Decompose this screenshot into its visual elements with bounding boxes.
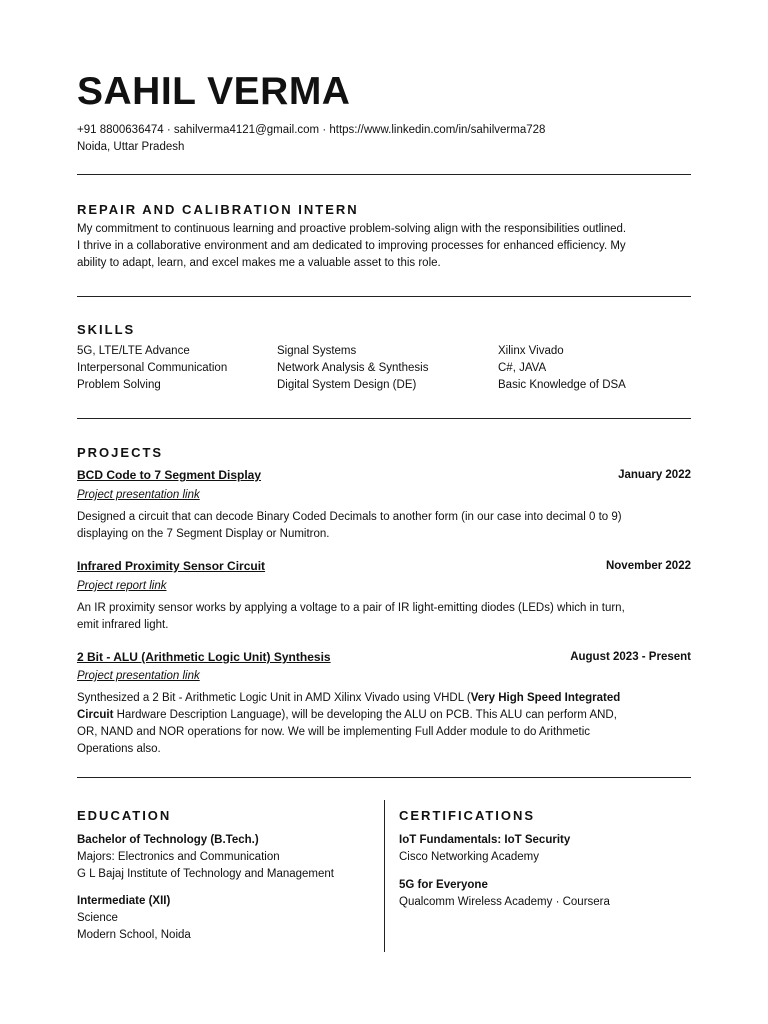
certification-issuer: Qualcomm Wireless Academy · Coursera (399, 896, 610, 908)
divider (77, 418, 691, 419)
certification-issuer: Cisco Networking Academy (399, 851, 539, 863)
certification-name: IoT Fundamentals: IoT Security (399, 834, 571, 846)
certifications-title: CERTIFICATIONS (399, 808, 536, 823)
project-date: January 2022 (618, 469, 691, 481)
education-detail: Majors: Electronics and Communication (77, 851, 280, 863)
skill-item: Problem Solving (77, 379, 161, 391)
description-line (77, 690, 691, 707)
skills-column (498, 343, 626, 394)
candidate-name: SAHIL VERMA (77, 70, 351, 113)
description-bold: Very High Speed Integrated (470, 692, 621, 704)
skill-item: Interpersonal Communication (77, 362, 228, 374)
project-title: 2 Bit - ALU (Arithmetic Logic Unit) Synthesis (77, 650, 331, 664)
project-link[interactable]: Project report link (77, 580, 167, 592)
summary-title: REPAIR AND CALIBRATION INTERN (77, 202, 359, 217)
column-divider (384, 800, 385, 952)
description-bold: Circuit (77, 709, 114, 721)
degree: Intermediate (XII) (77, 895, 171, 907)
degree: Bachelor of Technology (B.Tech.) (77, 834, 259, 846)
certification-entry (399, 877, 610, 911)
certification-entry (399, 832, 570, 866)
description-text: Synthesized a 2 Bit - Arithmetic Logic Unit in AMD Xilinx Vivado using VHDL ( (77, 692, 471, 704)
project-date: November 2022 (605, 560, 691, 572)
divider (77, 777, 691, 778)
location: Noida, Uttar Pradesh (77, 141, 185, 153)
skills-title: SKILLS (77, 322, 136, 337)
skills-column (77, 343, 227, 394)
skill-item: Xilinx Vivado (498, 345, 564, 357)
skill-item: C#, JAVA (498, 362, 547, 374)
contact-line: +91 8800636474 · sahilverma4121@gmail.com · https://www.linkedin.com/in/sahilverma728 (77, 124, 546, 136)
skill-item: Basic Knowledge of DSA (498, 379, 626, 391)
project-link[interactable]: Project presentation link (77, 670, 200, 682)
skill-item: Network Analysis & Synthesis (277, 362, 429, 374)
skill-item: Signal Systems (277, 345, 357, 357)
education-entry (77, 832, 334, 883)
projects-title: PROJECTS (77, 445, 164, 460)
education-detail: Science (77, 912, 118, 924)
summary-line: I thrive in a collaborative environment and am dedicated to improving processes for enhanced efficiency. My (77, 240, 626, 252)
description-line (77, 707, 691, 724)
description-line: Designed a circuit that can decode Binary Coded Decimals to another form (in our case into decimal 0 to 9) (77, 511, 622, 523)
description-line: emit infrared light. (77, 619, 169, 631)
skill-item: Digital System Design (DE) (277, 379, 417, 391)
project-description (77, 690, 691, 758)
divider (77, 296, 691, 297)
contact-block (77, 122, 545, 156)
skill-item: 5G, LTE/LTE Advance (77, 345, 190, 357)
description-line: displaying on the 7 Segment Display or Numitron. (77, 528, 330, 540)
description-line: OR, NAND and NOR operations for now. We will be implementing Full Adder module to do Arithmetic (77, 726, 591, 738)
summary-line: My commitment to continuous learning and proactive problem-solving align with the responsibilities outlined. (77, 223, 627, 235)
project-description (77, 600, 691, 634)
project-title: Infrared Proximity Sensor Circuit (77, 559, 266, 573)
education-detail: Modern School, Noida (77, 929, 191, 941)
summary-text (77, 221, 691, 272)
description-line: An IR proximity sensor works by applying a voltage to a pair of IR light-emitting diodes (LEDs) which in turn, (77, 602, 625, 614)
divider (77, 174, 691, 175)
project-link[interactable]: Project presentation link (77, 489, 200, 501)
description-text: Hardware Description Language), will be developing the ALU on PCB. This ALU can perform AND, (113, 709, 617, 721)
education-detail: G L Bajaj Institute of Technology and Management (77, 868, 334, 880)
education-entry (77, 893, 191, 944)
education-title: EDUCATION (77, 808, 172, 823)
project-description (77, 509, 691, 543)
project-title: BCD Code to 7 Segment Display (77, 468, 262, 482)
description-line: Operations also. (77, 743, 161, 755)
project-date: August 2023 - Present (570, 651, 691, 663)
summary-line: ability to adapt, learn, and excel makes me a valuable asset to this role. (77, 257, 441, 269)
certification-name: 5G for Everyone (399, 879, 488, 891)
skills-column (277, 343, 428, 394)
